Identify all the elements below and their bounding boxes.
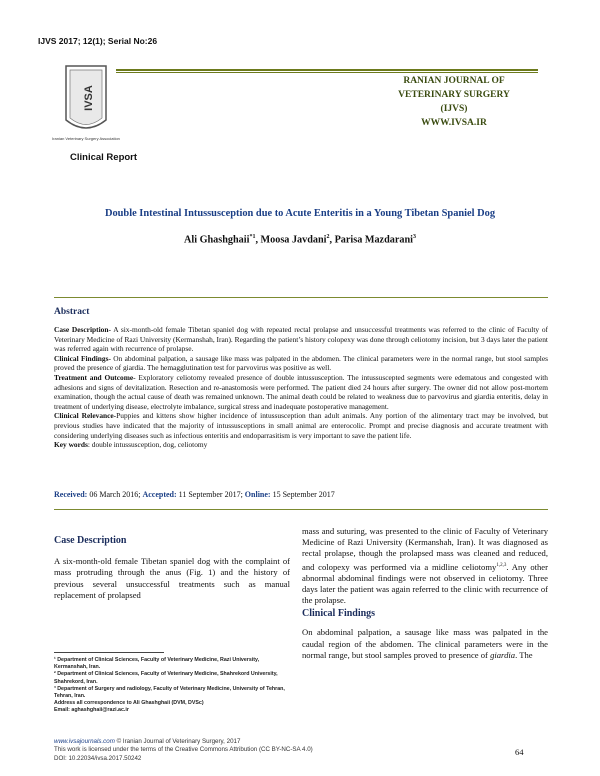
author-sup: *1 — [249, 234, 256, 240]
case-paragraph-1: A six-month-old female Tibetan spaniel dog with the complaint of mass protruding through the anus (Fig. 1) and the history of previous several unsuccessful treatments such as manual replacement of prolapsed — [54, 556, 290, 600]
footnote-rule — [54, 652, 164, 653]
right-column — [302, 526, 548, 661]
author-sup: 3 — [412, 234, 416, 240]
author-sup: 2 — [326, 234, 330, 240]
citation-header: IJVS 2017; 12(1); Serial No:26 — [38, 36, 158, 46]
abstract-heading: Abstract — [54, 307, 90, 317]
keywords-label: Key words — [54, 440, 88, 450]
header-rule-thin — [116, 72, 538, 73]
journal-name-block — [385, 74, 523, 142]
case-description-heading: Case Description — [54, 535, 127, 546]
abstract-paragraph: Treatment and Outcome- Exploratory celiotomy revealed presence of double intussusception. The intussuscepted segments were edematous and congested with adhesions and signs of devitalization. Resection and re-anastomosis were performed. The patient died 24 hours after surgery. The owner did not allow post-mortem examination, though the actual cause of death was remained unknown. The animal death could be related to weakness due to parvovirus and giardia enteritis, delay in treatment of underlying disease, electrolyte imbalance, surgical stress and inadequate postoperative management. — [54, 372, 548, 411]
journal-website: WWW.IVSA.IR — [421, 118, 487, 128]
findings-paragraph-1: On abdominal palpation, a sausage like mass was palpated in the caudal region of the abdomen. The clinical parameters were in the normal range, but stool samples proved to presence of giardia. The — [302, 627, 548, 660]
left-column — [54, 535, 290, 601]
publication-dates: Received: 06 March 2016; Accepted: 11 September 2017; Online: 15 September 2017 — [54, 490, 335, 499]
abstract-label: Clinical Relevance- — [54, 411, 117, 421]
page-number: 64 — [515, 747, 524, 757]
article-title: Double Intestinal Intussusception due to Acute Enteritis in a Young Tibetan Spaniel Dog — [104, 208, 496, 219]
correspondence-email: Email: aghashghaii@razi.ac.ir — [54, 707, 129, 714]
ivsa-logo — [52, 62, 120, 150]
abstract-paragraph: Case Description- A six-month-old female Tibetan spaniel dog with repeated rectal prolapse and unsuccessful treatments was referred to the clinic of Faculty of Veterinary Medicine of Razi University (Kermanshah, Iran). Regarding the patient’s history colopexy was done through celiotomy incision, but 3 days later the patient was referred again with recurrence of prolapse. — [54, 325, 548, 354]
correspondence: Address all correspondence to Ali Ghashghaii (DVM, DVSc) — [54, 700, 204, 707]
license-text: This work is licensed under the terms of the Creative Commons Attribution (CC BY-NC-SA 4.0) — [54, 746, 313, 754]
logo-subtext: Iranian Veterinary Surgery Association — [52, 136, 120, 141]
affiliations — [54, 657, 290, 715]
abstract-label: Clinical Findings- — [54, 353, 111, 363]
header-rule — [116, 69, 538, 71]
logo-text: IVSA — [83, 85, 95, 111]
abstract-top-rule — [54, 297, 548, 298]
case-paragraph-2: mass and suturing, was presented to the clinic of Faculty of Veterinary Medicine of Razi University (Kermanshah, Iran). It was diagnosed as rectal prolapse, though the prolapsed mass was cleaned and reduced, and colopexy was performed via a midline celiotomy$^{1,2,3}$. Any other abnormal abdominal findings were not observed in celiotomy. Three days later the patient was again referred to the clinic with recurrence of the prolapse. — [302, 526, 548, 606]
journal-web-link[interactable]: www.ivsajournals.com — [54, 738, 115, 745]
doi-text: DOI: 10.22034/ivsa.2017.50242 — [54, 754, 142, 762]
affiliation-item: ¹ Department of Clinical Sciences, Faculty of Veterinary Medicine, Razi University, Kermanshah, Iran. — [54, 657, 260, 671]
keywords: Key words: double intussusception, dog, celiotomy — [54, 440, 208, 450]
author-name: Moosa Javdani — [260, 234, 327, 246]
article-type: Clinical Report — [70, 152, 138, 163]
abstract-bottom-rule — [54, 509, 548, 510]
affiliation-item: ² Department of Clinical Sciences, Faculty of Veterinary Medicine, Shahrekord University, Shahrekord, Iran. — [54, 671, 278, 685]
author-name: Parisa Mazdarani — [334, 234, 413, 246]
author-name: Ali Ghashghaii — [184, 234, 250, 246]
journal-line-3: (IJVS) — [440, 104, 468, 114]
page-footer: www.ivsajournals.com © Iranian Journal of Veterinary Surgery, 2017 This work is licensed under the terms of the Creative Commons Attribution (CC BY-NC-SA 4.0) DOI: 10.22034/ivsa.2017.50242 — [54, 738, 313, 762]
clinical-findings-heading: Clinical Findings — [302, 608, 376, 620]
journal-line-2: VETERINARY SURGERY — [398, 90, 510, 100]
journal-line-1: RANIAN JOURNAL OF — [403, 76, 505, 86]
abstract-paragraph: Clinical Findings- On abdominal palpation, a sausage like mass was palpated in the abdomen. The clinical parameters were in the normal range, but stool samples proved the presence of giardia. The hemagglutination test for parvovirus was positive as well. — [54, 353, 548, 373]
author-list: Ali Ghashghaii$^{*1}$, Moosa Javdani$^2$, Parisa Mazdarani$^3$ — [184, 234, 416, 246]
affiliation-item: ³ Department of Surgery and radiology, Faculty of Veterinary Medicine, University of Tehran, Tehran, Iran. — [54, 685, 285, 700]
abstract-paragraph: Clinical Relevance-Puppies and kittens show higher incidence of intussusception than adult animals. Any portion of the alimentary tract may be involved, but previous studies have indicated that the majority of intussusceptions in small animal are enterocolic. Prompt and precise diagnosis and accurate treatment with considering underlying diseases such as infectious enteritis and endoparrasitism is very important to save the patient life. — [54, 411, 548, 440]
abstract-label: Treatment and Outcome- — [54, 372, 136, 382]
abstract-body — [54, 325, 548, 450]
abstract-label: Case Description- — [54, 325, 111, 334]
